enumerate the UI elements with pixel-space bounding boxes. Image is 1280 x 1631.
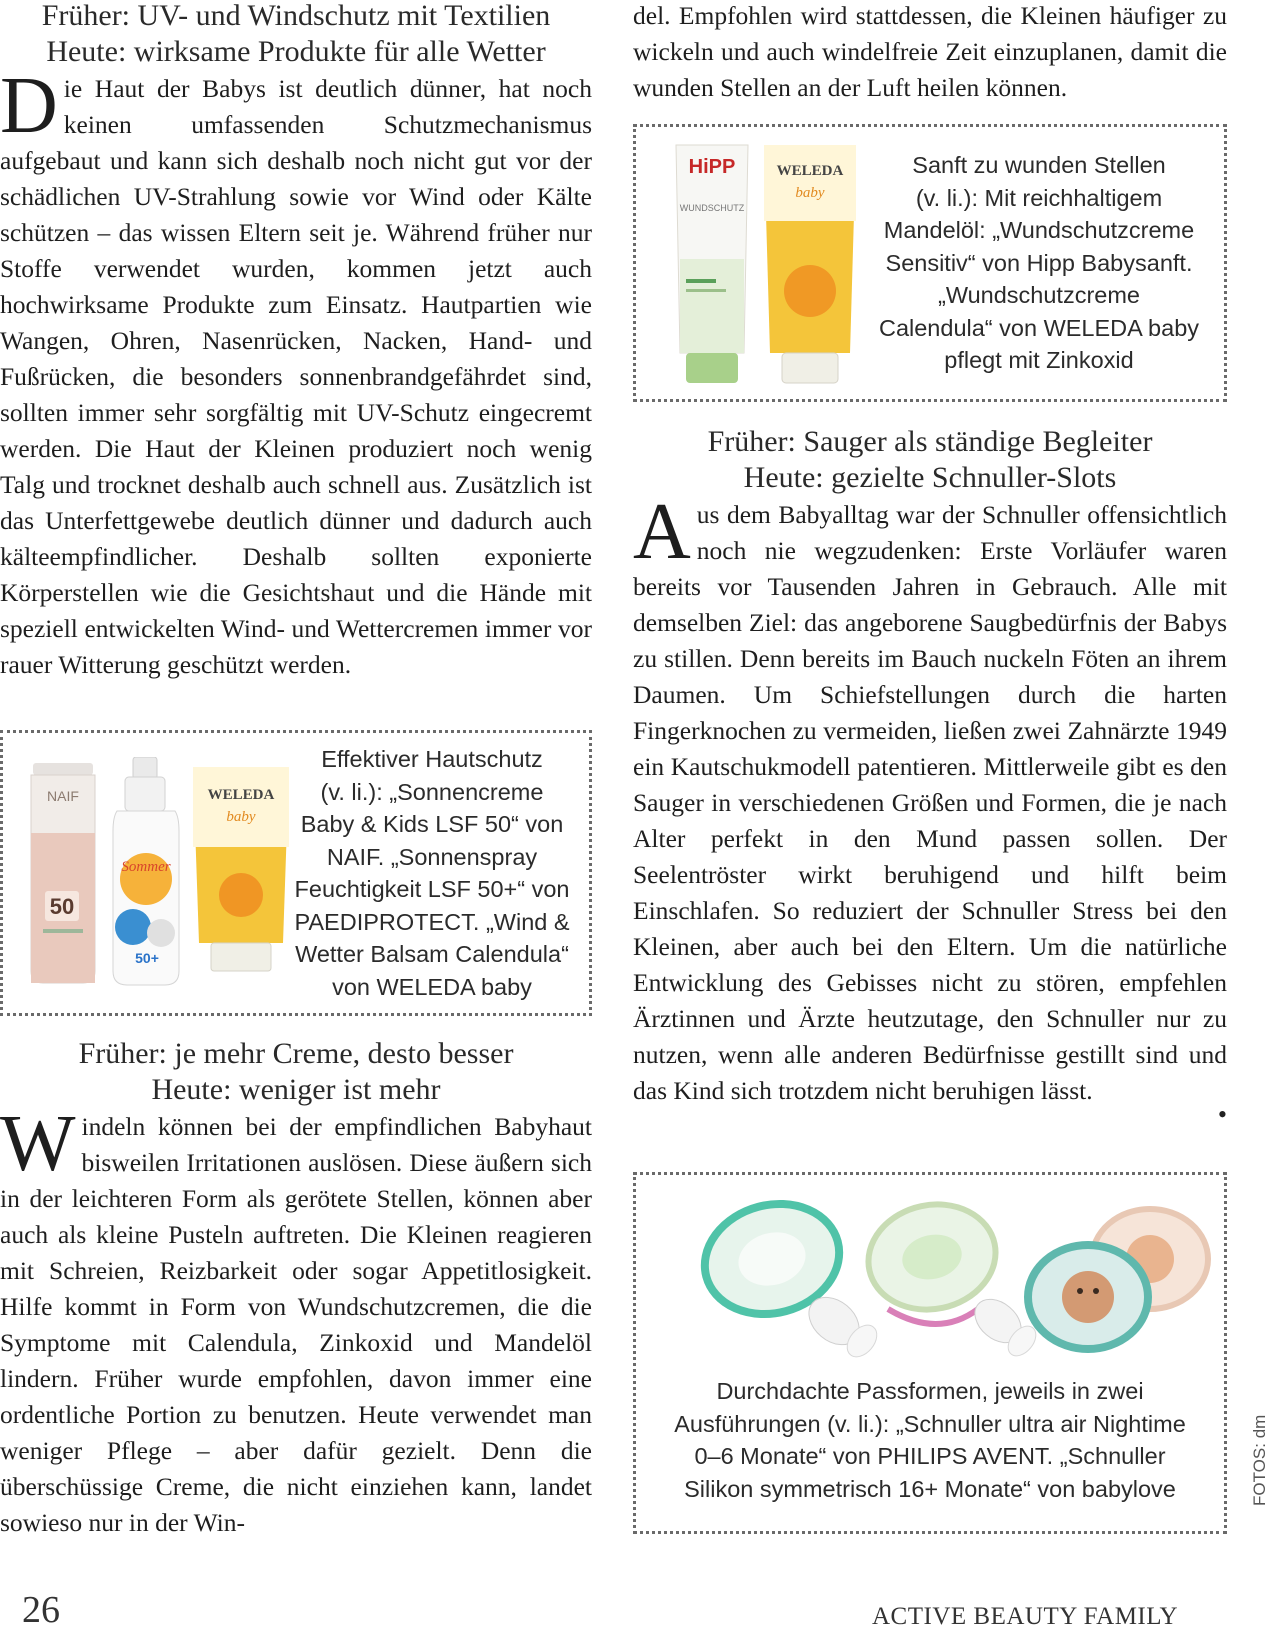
sun-care-caption-line: (v. li.): „Sonnencreme <box>320 778 544 805</box>
sun-care-caption-line: Wetter Balsam Calendula“ <box>295 941 569 967</box>
sun-care-caption-line: Baby & Kids LSF 50“ von <box>300 811 564 837</box>
diaper-cream-caption-line: Sensitiv“ von Hipp Babysanft. <box>885 249 1193 276</box>
spray-spf-text: 50+ <box>135 950 159 966</box>
section3-text: us dem Babyalltag war der Schnuller offensichtlich noch nie wegzudenken: Erste Vorläufer waren bereits vor Tausenden Jahren in Gebrauch. Alle mit demselben Ziel: das angeborene Saugbedürfnis der Babys zu stillen. Denn bereits im Bauch nuckeln Föten an ihrem Daumen. Um Schiefstellungen durch die harten Fingerknochen zu vermeiden, ließen zwei Zahnärzte 1949 ein Kautschukmodell patentieren. Mittlerweile gibt es den Sauger in verschiedenen Größen und Formen, die je nach Alter perfekt in den Mund passen sollen. Der Seelentröster wirkt beruhigend und hilft beim Einschlafen. So reduziert der Schnuller Stress bei den Kleinen, aber auch bei den Eltern. Um die natürliche Entwicklung des Gebisses nicht zu stören, empfehlen Ärztinnen und Ärzte heutzutage, den Schnuller nur zu nutzen, wenn alle anderen Bedürfnisse gestillt sind und das Kind sich trotzdem nicht beruhigen lässt. <box>633 500 1227 1105</box>
right-column <box>633 0 1227 106</box>
sun-care-caption-line: NAIF. „Sonnenspray <box>326 843 538 870</box>
diaper-cream-caption-line: Sanft zu wunden Stellen <box>912 152 1166 178</box>
section2-heading-line1: Früher: je mehr Creme, desto besser <box>78 1037 514 1070</box>
pacifier-mint-image <box>858 1189 1038 1369</box>
sun-care-caption-line: von WELEDA baby <box>332 973 532 1000</box>
diaper-cream-caption-line: „Wundschutzcreme <box>938 282 1140 308</box>
hipp-label-text: WUNDSCHUTZ <box>679 203 745 213</box>
weleda-wind-balm-image <box>189 763 293 975</box>
sun-care-caption-line: Feuchtigkeit LSF 50+“ von <box>294 876 570 902</box>
pacifiers-caption-line: Silikon symmetrisch 16+ Monate“ von babylove <box>684 1475 1176 1502</box>
product-box-diaper-cream <box>633 124 1227 402</box>
pacifiers-caption-line: Durchdachte Passformen, jeweils in zwei <box>716 1378 1144 1404</box>
naif-brand-text: NAIF <box>47 788 79 804</box>
section2-text: indeln können bei der empfindlichen Babyhaut bisweilen Irritationen auslösen. Diese äußern sich in der leichteren Form als gerötete Stellen, können aber auch als kleine Pusteln auftreten. Die Kleinen reagieren mit Schreien, Reizbarkeit oder sogar Appetitlosigkeit. Hilfe kommt in Form von Wundschutzcremen, die die Symptome mit Calendula, Zinkoxid und Mandelöl lindern. Früher wurde empfohlen, davon immer eine ordentliche Portion zu benutzen. Heute verwendet man weniger Pflege – aber dafür gezielt. Denn die überschüssige Creme, die nicht einziehen kann, landet sowieso nur in der Win- <box>0 1112 592 1537</box>
section3-heading <box>633 424 1227 496</box>
section2-body <box>0 1100 592 1541</box>
section3 <box>633 424 1227 1129</box>
section1-heading <box>0 0 592 70</box>
sun-spray-image <box>103 757 189 989</box>
hipp-cream-image <box>672 139 752 389</box>
spray-brand-text: Sommer <box>121 859 171 875</box>
photo-credit: FOTOS: dm <box>1250 1414 1269 1506</box>
weleda-sub-text-2: baby <box>795 185 825 201</box>
section2-continued: del. Empfohlen wird stattdessen, die Kleinen häufiger zu wickeln und auch windelfreie Zeit einzuplanen, damit die wunden Stellen an der Luft heilen können. <box>633 1 1227 102</box>
pacifiers-caption-line: Ausführungen (v. li.): „Schnuller ultra air Nightime <box>674 1410 1186 1437</box>
weleda-diaper-cream-image <box>760 141 860 387</box>
pacifiers-caption <box>644 1375 1216 1505</box>
section1-body <box>0 62 592 683</box>
section2 <box>0 1036 592 1541</box>
diaper-cream-caption-line: Mandelöl: „Wundschutzcreme <box>883 217 1195 243</box>
diaper-cream-caption-line: Calendula“ von WELEDA baby <box>878 314 1200 341</box>
section2-heading-line2: Heute: weniger ist mehr <box>151 1073 441 1106</box>
sun-care-caption-line: Effektiver Hautschutz <box>321 746 543 772</box>
weleda-brand-text-1: WELEDA <box>207 787 275 803</box>
left-column <box>0 0 592 683</box>
pacifier-bear-image <box>1024 1193 1214 1363</box>
section1-dropcap: D <box>0 62 58 150</box>
hipp-brand-text: HiPP <box>688 156 736 178</box>
section3-body <box>633 488 1227 1109</box>
magazine-name: ACTIVE BEAUTY FAMILY <box>872 1603 1179 1630</box>
section2-heading <box>0 1036 592 1108</box>
naif-spf-text: 50 <box>49 894 75 919</box>
sun-care-caption <box>283 743 581 1003</box>
section3-end-mark: • <box>1217 1100 1227 1129</box>
sun-care-caption-line: PAEDIPROTECT. „Wind & <box>294 908 570 935</box>
section3-dropcap: A <box>633 488 691 576</box>
product-box-pacifiers <box>633 1172 1227 1534</box>
weleda-brand-text-2: WELEDA <box>776 163 844 179</box>
weleda-sub-text-1: baby <box>226 809 256 825</box>
section1-text: ie Haut der Babys ist deutlich dünner, hat noch keinen umfassenden Schutzmechanismus aufgebaut und kann sich deshalb noch nicht gut vor der schädlichen UV-Strahlung sowie vor Wind oder Kälte schützen – das wissen Eltern seit je. Während früher nur Stoffe verwendet wurden, kommen jetzt auch hochwirksame Produkte zum Einsatz. Hautpartien wie Wangen, Ohren, Nasenrücken, Nacken, Hand- und Fußrücken, die besonders sonnenbrandgefährdet sind, sollten immer sehr sorgfältig mit UV-Schutz eingecremt werden. Die Haut der Kleinen produziert noch wenig Talg und trocknet deshalb auch schnell aus. Zusätzlich ist das Unterfettgewebe deutlich dünner und dadurch auch kälteempfindlicher. Deshalb sollten exponierte Körperstellen wie die Gesichtshaut und die Hände mit speziell entwickelten Wind- und Wettercremen immer vor rauer Witterung geschützt werden. <box>0 74 592 679</box>
section1-heading-line2: Heute: wirksame Produkte für alle Wetter <box>46 35 546 68</box>
pacifiers-caption-line: 0–6 Monate“ von PHILIPS AVENT. „Schnuller <box>694 1443 1166 1469</box>
section2-dropcap: W <box>0 1100 76 1188</box>
diaper-cream-caption-line: (v. li.): Mit reichhaltigem <box>915 184 1163 211</box>
product-box-sun-care <box>0 730 592 1016</box>
section3-heading-line2: Heute: gezielte Schnuller-Slots <box>743 461 1117 494</box>
page-number: 26 <box>22 1589 60 1631</box>
diaper-cream-caption <box>868 149 1210 377</box>
diaper-cream-caption-line: pflegt mit Zinkoxid <box>944 347 1134 373</box>
section3-heading-line1: Früher: Sauger als ständige Begleiter <box>707 425 1153 458</box>
section1-heading-line1: Früher: UV- und Windschutz mit Textilien <box>41 0 551 32</box>
naif-sunscreen-image <box>25 763 101 988</box>
